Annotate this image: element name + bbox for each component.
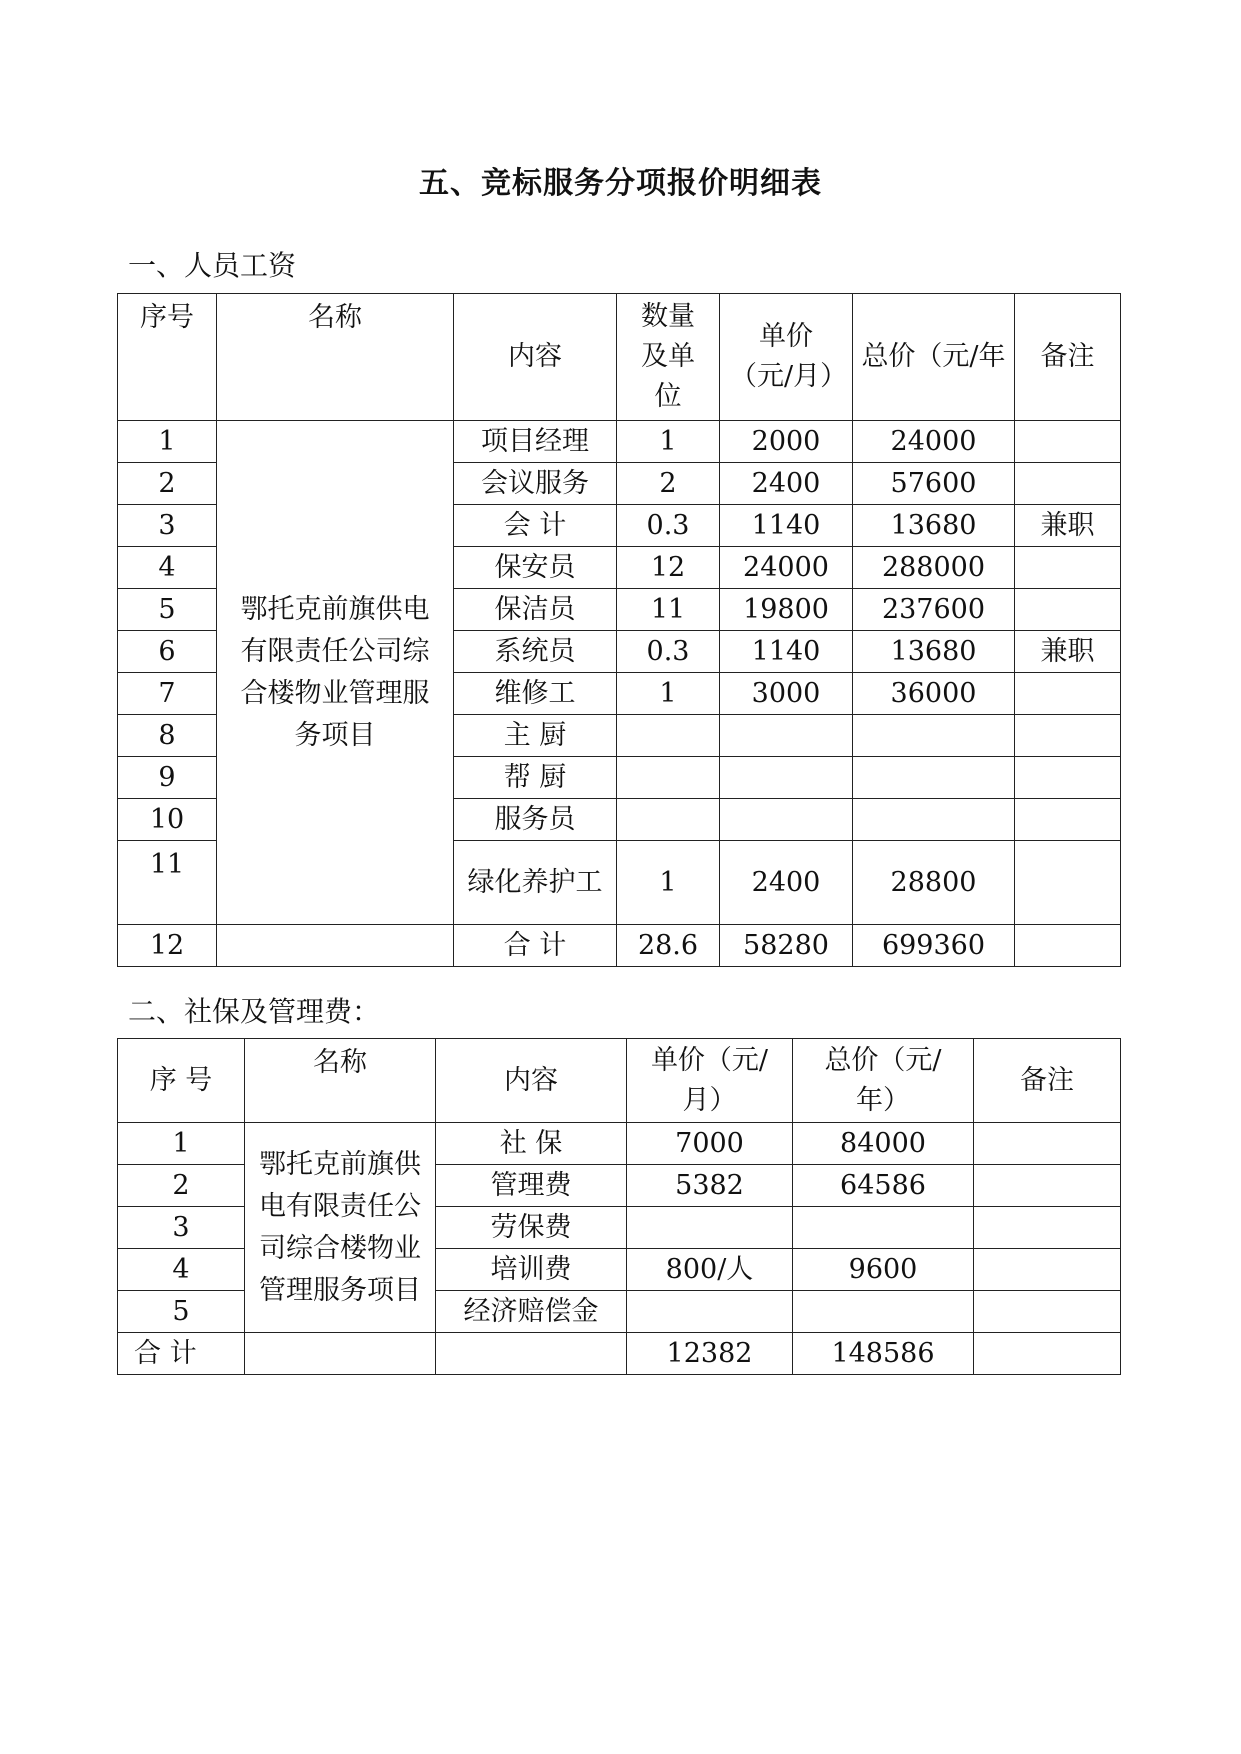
table-header-row xyxy=(118,1039,1121,1123)
cell-seq: 9 xyxy=(118,757,217,799)
cell-content: 会 计 xyxy=(454,505,617,547)
cell-note xyxy=(1015,673,1121,715)
cell-total: 13680 xyxy=(853,505,1015,547)
cell-qty xyxy=(617,799,720,841)
cell-content: 系统员 xyxy=(454,631,617,673)
total-row xyxy=(118,925,1121,967)
total-row xyxy=(118,1333,1121,1375)
cell-unit-price: 800/人 xyxy=(627,1249,793,1291)
cell-total: 28800 xyxy=(853,841,1015,925)
table-header-row xyxy=(118,294,1121,421)
cell-note: 兼职 xyxy=(1015,631,1121,673)
cell-content: 经济赔偿金 xyxy=(436,1291,627,1333)
cell-seq: 12 xyxy=(118,925,217,967)
cell-note xyxy=(1015,757,1121,799)
cell-total xyxy=(793,1207,974,1249)
cell-note xyxy=(1015,799,1121,841)
cell-seq: 4 xyxy=(118,1249,245,1291)
cell-note xyxy=(1015,841,1121,925)
header-unit-price: 单价（元/月） xyxy=(627,1039,793,1123)
cell-qty: 1 xyxy=(617,841,720,925)
cell-note: 兼职 xyxy=(1015,505,1121,547)
cell-total xyxy=(853,757,1015,799)
cell-unit-price xyxy=(627,1291,793,1333)
cell-content: 社 保 xyxy=(436,1123,627,1165)
cell-total: 148586 xyxy=(793,1333,974,1375)
cell-unit-price: 1140 xyxy=(720,505,853,547)
cell-unit-price: 2000 xyxy=(720,421,853,463)
cell-content: 绿化养护工 xyxy=(454,841,617,925)
page-title: 五、竞标服务分项报价明细表 xyxy=(419,166,822,201)
cell-total: 24000 xyxy=(853,421,1015,463)
cell-content: 维修工 xyxy=(454,673,617,715)
cell-qty xyxy=(617,757,720,799)
section2-heading: 二、社保及管理费： xyxy=(128,995,381,1028)
cell-seq: 8 xyxy=(118,715,217,757)
cell-seq: 1 xyxy=(118,1123,245,1165)
header-content: 内容 xyxy=(454,294,617,421)
cell-note xyxy=(1015,547,1121,589)
cell-content: 保洁员 xyxy=(454,589,617,631)
cell-seq: 合 计 xyxy=(118,1333,245,1375)
cell-content: 培训费 xyxy=(436,1249,627,1291)
cell-seq: 11 xyxy=(118,841,217,925)
cell-unit-price: 7000 xyxy=(627,1123,793,1165)
cell-unit-price: 12382 xyxy=(627,1333,793,1375)
section1-heading: 一、人员工资 xyxy=(128,249,297,282)
cell-seq: 3 xyxy=(118,1207,245,1249)
cell-content: 项目经理 xyxy=(454,421,617,463)
cell-unit-price: 24000 xyxy=(720,547,853,589)
cell-unit-price xyxy=(720,715,853,757)
header-name: 名称 xyxy=(245,1039,436,1123)
cell-qty: 1 xyxy=(617,673,720,715)
cell-unit-price: 2400 xyxy=(720,841,853,925)
header-unit-price: 单价（元/月） xyxy=(720,294,853,421)
header-seq: 序号 xyxy=(118,294,217,421)
header-content: 内容 xyxy=(436,1039,627,1123)
cell-seq: 3 xyxy=(118,505,217,547)
cell-note xyxy=(974,1291,1121,1333)
cell-total: 288000 xyxy=(853,547,1015,589)
cell-unit-price xyxy=(627,1207,793,1249)
cell-note xyxy=(974,1249,1121,1291)
cell-content: 会议服务 xyxy=(454,463,617,505)
cell-seq: 2 xyxy=(118,1165,245,1207)
cell-total: 57600 xyxy=(853,463,1015,505)
cell-content: 帮 厨 xyxy=(454,757,617,799)
cell-note xyxy=(1015,463,1121,505)
cell-seq: 5 xyxy=(118,1291,245,1333)
cell-qty xyxy=(617,715,720,757)
cell-seq: 6 xyxy=(118,631,217,673)
cell-unit-price: 19800 xyxy=(720,589,853,631)
cell-qty: 0.3 xyxy=(617,505,720,547)
salary-table xyxy=(117,293,1121,967)
cell-name xyxy=(245,1333,436,1375)
cell-total: 699360 xyxy=(853,925,1015,967)
cell-total: 84000 xyxy=(793,1123,974,1165)
header-seq: 序 号 xyxy=(118,1039,245,1123)
cell-note xyxy=(1015,421,1121,463)
cell-qty: 2 xyxy=(617,463,720,505)
cell-total: 237600 xyxy=(853,589,1015,631)
social-management-table xyxy=(117,1038,1121,1375)
cell-qty: 28.6 xyxy=(617,925,720,967)
cell-unit-price xyxy=(720,799,853,841)
cell-content: 服务员 xyxy=(454,799,617,841)
cell-total: 64586 xyxy=(793,1165,974,1207)
cell-content: 主 厨 xyxy=(454,715,617,757)
header-note: 备注 xyxy=(1015,294,1121,421)
cell-content: 保安员 xyxy=(454,547,617,589)
header-note: 备注 xyxy=(974,1039,1121,1123)
cell-unit-price: 58280 xyxy=(720,925,853,967)
cell-total xyxy=(853,799,1015,841)
header-total: 总价（元/年） xyxy=(793,1039,974,1123)
cell-seq: 1 xyxy=(118,421,217,463)
cell-name xyxy=(217,925,454,967)
cell-total: 13680 xyxy=(853,631,1015,673)
header-total: 总价（元/年 xyxy=(853,294,1015,421)
cell-unit-price: 3000 xyxy=(720,673,853,715)
cell-content: 劳保费 xyxy=(436,1207,627,1249)
table-row xyxy=(118,1123,1121,1165)
cell-seq: 2 xyxy=(118,463,217,505)
cell-unit-price xyxy=(720,757,853,799)
header-name: 名称 xyxy=(217,294,454,421)
cell-qty: 12 xyxy=(617,547,720,589)
cell-note xyxy=(974,1207,1121,1249)
cell-note xyxy=(1015,925,1121,967)
cell-note xyxy=(1015,589,1121,631)
project-name-cell: 鄂托克前旗供电有限责任公司综合楼物业管理服务项目 xyxy=(245,1123,436,1333)
project-name-cell: 鄂托克前旗供电有限责任公司综合楼物业管理服务项目 xyxy=(217,421,454,925)
cell-content: 合 计 xyxy=(454,925,617,967)
cell-total xyxy=(853,715,1015,757)
cell-unit-price: 1140 xyxy=(720,631,853,673)
cell-seq: 10 xyxy=(118,799,217,841)
cell-total: 36000 xyxy=(853,673,1015,715)
cell-seq: 7 xyxy=(118,673,217,715)
cell-seq: 4 xyxy=(118,547,217,589)
cell-unit-price: 2400 xyxy=(720,463,853,505)
header-qty: 数量及单位 xyxy=(617,294,720,421)
cell-total: 9600 xyxy=(793,1249,974,1291)
cell-qty: 11 xyxy=(617,589,720,631)
cell-qty: 0.3 xyxy=(617,631,720,673)
cell-content: 管理费 xyxy=(436,1165,627,1207)
cell-unit-price: 5382 xyxy=(627,1165,793,1207)
cell-total xyxy=(793,1291,974,1333)
cell-content xyxy=(436,1333,627,1375)
cell-note xyxy=(1015,715,1121,757)
table-row xyxy=(118,421,1121,463)
cell-note xyxy=(974,1165,1121,1207)
cell-note xyxy=(974,1333,1121,1375)
cell-qty: 1 xyxy=(617,421,720,463)
cell-seq: 5 xyxy=(118,589,217,631)
cell-note xyxy=(974,1123,1121,1165)
